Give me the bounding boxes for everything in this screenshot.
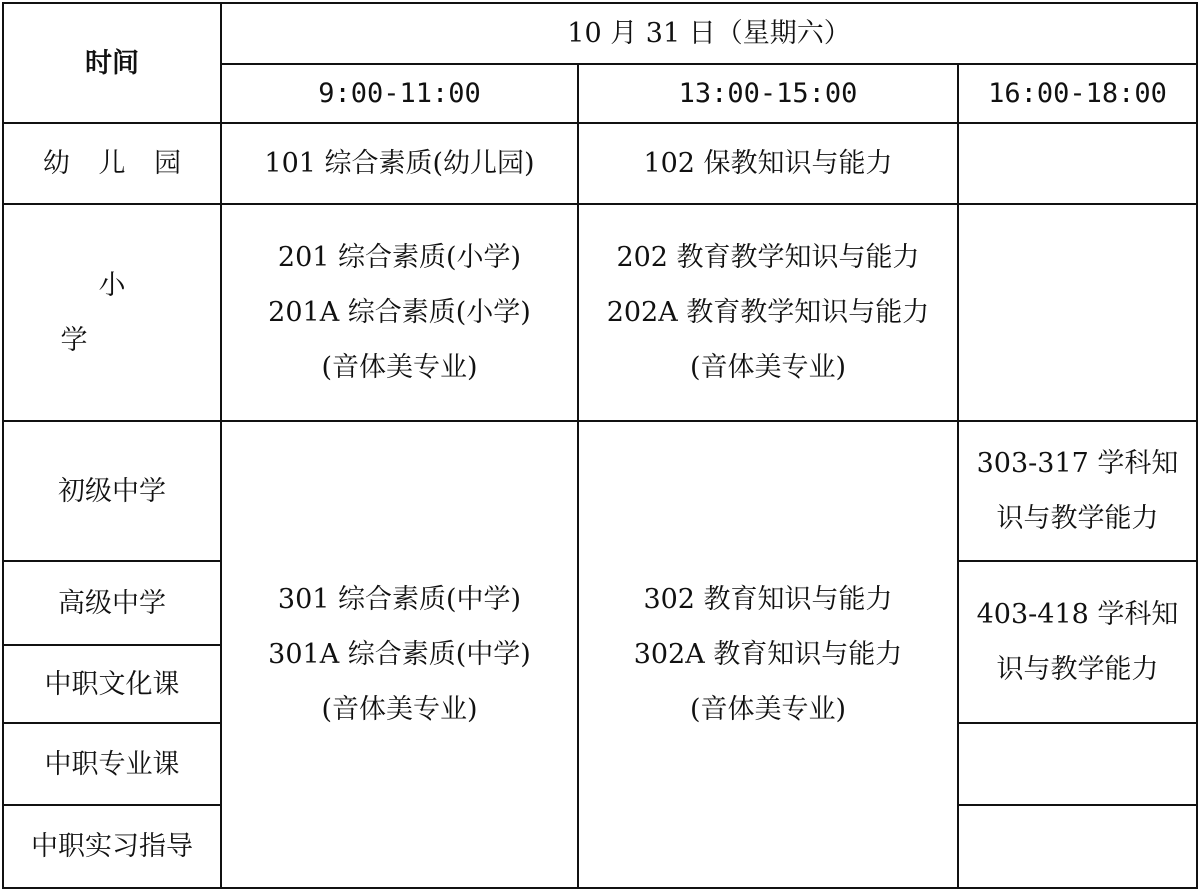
cell-secondary-slot2: [578, 421, 958, 888]
row-label-primary: [3, 204, 221, 421]
exam-subject: 识与教学能力: [996, 503, 1159, 534]
slot-1-label: 9:00-11:00: [318, 78, 481, 109]
cell-vocational-major-slot3-empty: [958, 723, 1197, 805]
header-row-date: [3, 3, 1197, 64]
cell-junior-high-slot3: [958, 421, 1197, 561]
exam-schedule-table: [2, 2, 1198, 889]
cell-primary-slot2: [578, 204, 958, 421]
row-label-kindergarten: [3, 123, 221, 204]
vocational-culture-label: 中职文化课: [44, 668, 180, 700]
vocational-practice-label: 中职实习指导: [31, 831, 193, 862]
exam-subject: 201 综合素质(小学): [277, 242, 522, 273]
exam-subject: 403-418 学科知: [976, 599, 1179, 630]
senior-high-label: 高级中学: [58, 587, 166, 619]
exam-subject: 201A 综合素质(小学): [268, 297, 531, 328]
cell-kindergarten-slot1: [221, 123, 578, 204]
exam-subject: 301A 综合素质(中学): [268, 639, 531, 670]
row-label-vocational-major: [3, 723, 221, 805]
exam-subject: 101 综合素质(幼儿园): [264, 148, 535, 179]
row-kindergarten: [3, 123, 1197, 204]
row-label-junior-high: [3, 421, 221, 561]
exam-subject: 302 教育知识与能力: [643, 584, 893, 615]
kindergarten-label: 幼 儿 园: [42, 148, 192, 179]
exam-subject: 202A 教育教学知识与能力: [606, 297, 930, 328]
exam-subject: 303-317 学科知: [976, 448, 1179, 479]
exam-note: (音体美专业): [689, 694, 847, 725]
slot-2-label: 13:00-15:00: [678, 78, 858, 109]
slot-header-2: [578, 64, 958, 123]
time-header-label: 时间: [85, 47, 139, 79]
exam-subject: 301 综合素质(中学): [277, 584, 522, 615]
vocational-major-label: 中职专业课: [44, 748, 180, 780]
exam-subject: 302A 教育知识与能力: [633, 639, 903, 670]
row-junior-high: [3, 421, 1197, 561]
row-label-senior-high: [3, 561, 221, 645]
row-label-vocational-culture: [3, 645, 221, 723]
cell-secondary-slot1: [221, 421, 578, 888]
junior-high-label: 初级中学: [58, 475, 166, 507]
exam-subject: 识与教学能力: [996, 654, 1159, 685]
cell-vocational-practice-slot3-empty: [958, 805, 1197, 888]
slot-3-label: 16:00-18:00: [988, 78, 1167, 109]
date-header-label: 10 月 31 日（星期六）: [567, 18, 851, 49]
primary-label: 小 学: [60, 269, 202, 356]
exam-note: (音体美专业): [321, 694, 478, 725]
time-header-cell: [3, 3, 221, 123]
cell-primary-slot1: [221, 204, 578, 421]
exam-note: (音体美专业): [321, 352, 478, 383]
slot-header-1: [221, 64, 578, 123]
exam-note: (音体美专业): [689, 352, 847, 383]
cell-kindergarten-slot3-empty: [958, 123, 1197, 204]
exam-subject: 202 教育教学知识与能力: [616, 242, 920, 273]
exam-subject: 102 保教知识与能力: [643, 148, 893, 179]
cell-senior-high-slot3: [958, 561, 1197, 723]
date-header-cell: [221, 3, 1197, 64]
cell-kindergarten-slot2: [578, 123, 958, 204]
row-primary: [3, 204, 1197, 421]
row-label-vocational-practice: [3, 805, 221, 888]
cell-primary-slot3-empty: [958, 204, 1197, 421]
slot-header-3: [958, 64, 1197, 123]
